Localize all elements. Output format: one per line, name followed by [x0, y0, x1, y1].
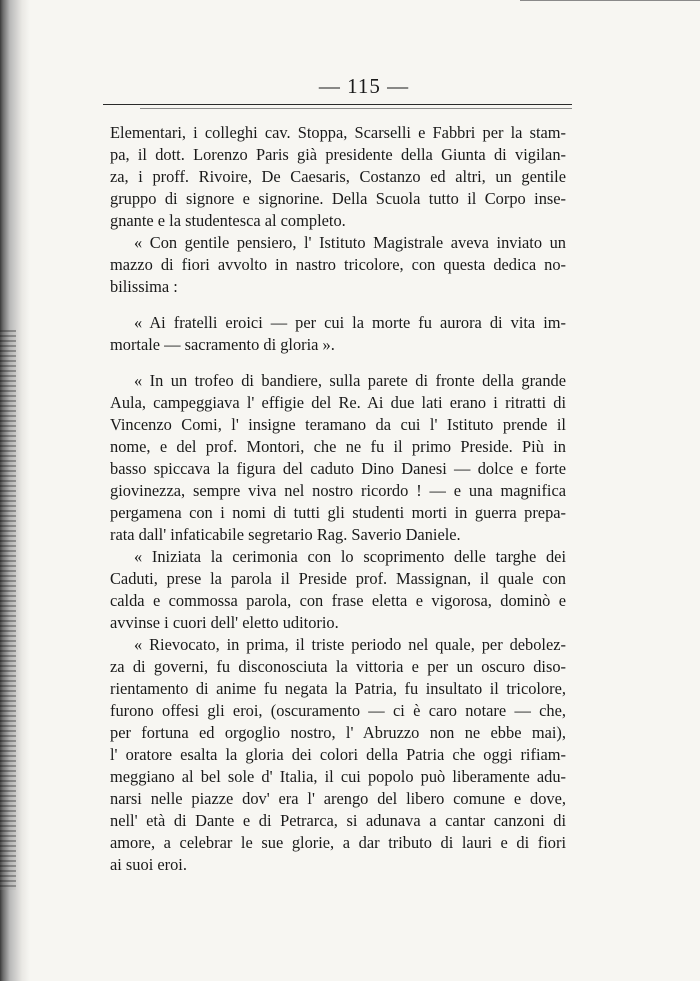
- text-line: Caduti, prese la parola il Preside prof. Massignan, il quale con: [110, 569, 566, 588]
- paragraph-2: [110, 232, 566, 298]
- text-line: Vincenzo Comi, l' insigne teramano da cui l' Istituto prende il: [110, 415, 566, 434]
- text-line: furono offesi gli eroi, (oscuramento — ci è caro notare — che,: [110, 701, 566, 720]
- text-line: calda e commossa parola, con frase eletta e vigorosa, dominò e: [110, 591, 566, 610]
- text-line: narsi nelle piazze dov' era l' arengo del libero comune e dove,: [110, 789, 566, 808]
- text-line: « Iniziata la cerimonia con lo scoprimento delle targhe dei: [134, 547, 566, 566]
- text-line: rata dall' infaticabile segretario Rag. Saverio Daniele.: [110, 525, 461, 544]
- text-line: amore, a celebrar le sue glorie, a dar tributo di lauri e di fiori: [110, 833, 566, 852]
- text-line: nome, e del prof. Montori, che ne fu il primo Preside. Più in: [110, 437, 566, 456]
- paragraph-5: [110, 546, 566, 634]
- paragraph-dedication: [110, 312, 566, 356]
- text-line: « In un trofeo di bandiere, sulla parete di fronte della grande: [134, 371, 566, 390]
- text-line: basso spiccava la figura del caduto Dino Danesi — dolce e forte: [110, 459, 566, 478]
- paragraph-6: [110, 634, 566, 876]
- text-line: rientamento di anime fu negata la Patria, fu insultato il tricolore,: [110, 679, 566, 698]
- text-line: gnante e la studentesca al completo.: [110, 211, 346, 230]
- text-line: nell' età di Dante e di Petrarca, si adunava a cantar canzoni di: [110, 811, 566, 830]
- text-line: Aula, campeggiava l' effigie del Re. Ai due lati erano i ritratti di: [110, 393, 566, 412]
- text-line: « Con gentile pensiero, l' Istituto Magistrale aveva inviato un: [134, 233, 566, 252]
- scan-edge-noise: [0, 330, 16, 890]
- page-number: — 115 —: [318, 74, 410, 98]
- text-line: mazzo di fiori avvolto in nastro tricolore, con questa dedica no-: [110, 255, 566, 274]
- text-line: per fortuna ed orgoglio nostro, l' Abruzzo non ne ebbe mai),: [110, 723, 566, 742]
- header-rule: [103, 104, 572, 105]
- paragraph-1: [110, 122, 566, 232]
- text-line: avvinse i cuori dell' eletto uditorio.: [110, 613, 339, 632]
- text-line: za, i proff. Rivoire, De Caesaris, Costanzo ed altri, un gentile: [110, 167, 566, 186]
- header-rule-secondary: [140, 108, 572, 109]
- text-line: ai suoi eroi.: [110, 855, 187, 874]
- paragraph-4: [110, 370, 566, 546]
- text-line: l' oratore esalta la gloria dei colori della Patria che oggi rifiam-: [110, 745, 566, 764]
- text-line: za di governi, fu disconosciuta la vittoria e per un oscuro diso-: [110, 657, 566, 676]
- text-line: meggiano al bel sole d' Italia, il cui popolo può liberamente adu-: [110, 767, 566, 786]
- text-line: « Ai fratelli eroici — per cui la morte fu aurora di vita im-: [134, 313, 566, 332]
- text-line: « Rievocato, in prima, il triste periodo nel quale, per debolez-: [134, 635, 566, 654]
- text-line: Elementari, i colleghi cav. Stoppa, Scarselli e Fabbri per la stam-: [110, 123, 566, 142]
- text-line: bilissima :: [110, 277, 178, 296]
- body-text: [110, 122, 566, 876]
- text-line: gruppo di signore e signorine. Della Scuola tutto il Corpo inse-: [110, 189, 566, 208]
- text-line: pa, il dott. Lorenzo Paris già presidente della Giunta di vigilan-: [110, 145, 566, 164]
- text-line: mortale — sacramento di gloria ».: [110, 335, 335, 354]
- scan-top-edge-line: [520, 0, 700, 1]
- text-line: pergamena con i nomi di tutti gli studenti morti in guerra prepa-: [110, 503, 566, 522]
- text-line: giovinezza, sempre viva nel nostro ricordo ! — e una magnifica: [110, 481, 566, 500]
